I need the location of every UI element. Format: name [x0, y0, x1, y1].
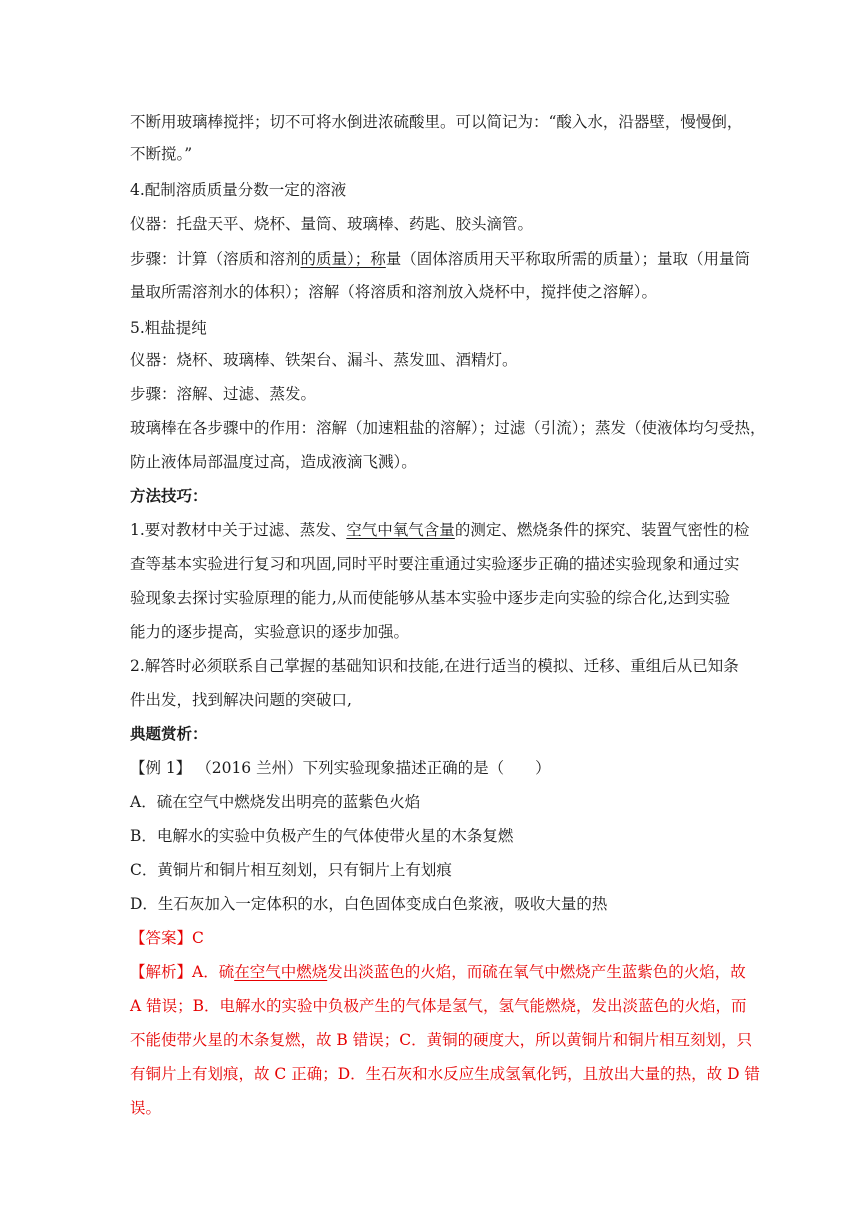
- analysis-line: 误。: [130, 1099, 162, 1117]
- text-run: 1.要对教材中关于过滤、蒸发、: [130, 521, 347, 539]
- section-heading-methods: 方法技巧：: [130, 486, 208, 505]
- paragraph-line: 2.解答时必须联系自己掌握的基础知识和技能,在进行适当的模拟、迁移、重组后从已知条: [130, 657, 739, 675]
- paragraph-line: 不断用玻璃棒搅拌；切不可将水倒进浓硫酸里。可以简记为：“酸入水，沿器壁，慢慢倒，: [130, 113, 743, 131]
- paragraph-line: 仪器：托盘天平、烧杯、量筒、玻璃棒、药匙、胶头滴管。: [130, 215, 534, 233]
- paragraph-line: [130, 520, 750, 540]
- underlined-text: 的质量）；称: [300, 250, 386, 268]
- text-run: 发出淡蓝色的火焰，而硫在氧气中燃烧产生蓝紫色的火焰，故: [327, 963, 746, 981]
- section-heading: 4.配制溶质质量分数一定的溶液: [130, 181, 347, 199]
- analysis-line: 不能使带火星的木条复燃，故 B 错误；C．黄铜的硬度大，所以黄铜片和铜片相互刻划，只: [130, 1031, 753, 1049]
- option-b: B．电解水的实验中负极产生的气体使带火星的木条复燃: [130, 827, 514, 845]
- analysis-line: A 错误；B．电解水的实验中负极产生的气体是氢气，氢气能燃烧，发出淡蓝色的火焰，而: [130, 997, 747, 1015]
- paragraph-line: [130, 249, 751, 269]
- paragraph-line: 玻璃棒在各步骤中的作用：溶解（加速粗盐的溶解）；过滤（引流）；蒸发（使液体均匀受热，: [130, 419, 766, 437]
- paragraph-line: 量取所需溶剂水的体积）；溶解（将溶质和溶剂放入烧杯中，搅拌使之溶解）。: [130, 283, 658, 301]
- paragraph-line: 仪器：烧杯、玻璃棒、铁架台、漏斗、蒸发皿、酒精灯。: [130, 351, 518, 369]
- analysis-line: 有铜片上有划痕，故 C 正确；D．生石灰和水反应生成氢氧化钙，且放出大量的热，故 D 错: [130, 1065, 760, 1083]
- underlined-text: 在空气中燃烧: [234, 963, 328, 981]
- section-heading-examples: 典题赏析：: [130, 724, 208, 743]
- paragraph-line: 能力的逐步提高，实验意识的逐步加强。: [130, 623, 410, 641]
- text-run: 【解析】A．硫: [130, 963, 235, 981]
- paragraph-line: 件出发，找到解决问题的突破口,: [130, 691, 352, 709]
- option-c: C．黄铜片和铜片相互刻划，只有铜片上有划痕: [130, 861, 452, 879]
- text-run: 的测定、燃烧条件的探究、装置气密性的检: [454, 521, 750, 539]
- paragraph-line: 查等基本实验进行复习和巩固,同时平时要注重通过实验逐步正确的描述实验现象和通过实: [130, 555, 740, 573]
- paragraph-line: 防止液体局部温度过高，造成液滴飞溅）。: [130, 453, 417, 471]
- section-heading: 5.粗盐提纯: [130, 319, 207, 337]
- text-run: 步骤：计算（溶质和溶剂: [130, 250, 301, 268]
- option-d: D．生石灰加入一定体积的水，白色固体变成白色浆液，吸收大量的热: [130, 895, 608, 913]
- answer-line: 【答案】C: [130, 929, 204, 947]
- option-a: A．硫在空气中燃烧发出明亮的蓝紫色火焰: [130, 793, 421, 811]
- analysis-line: [130, 962, 746, 982]
- question-stem: 【例 1】 （2016 兰州）下列实验现象描述正确的是（ ）: [130, 759, 551, 777]
- underlined-text: 空气中氧气含量: [346, 521, 455, 539]
- paragraph-line: 步骤：溶解、过滤、蒸发。: [130, 385, 317, 403]
- paragraph-line: 不断搅。”: [130, 145, 193, 163]
- text-run: 量（固体溶质用天平称取所需的质量）；量取（用量筒: [385, 250, 751, 268]
- paragraph-line: 验现象去探讨实验原理的能力,从而使能够从基本实验中逐步走向实验的综合化,达到实验: [130, 589, 730, 607]
